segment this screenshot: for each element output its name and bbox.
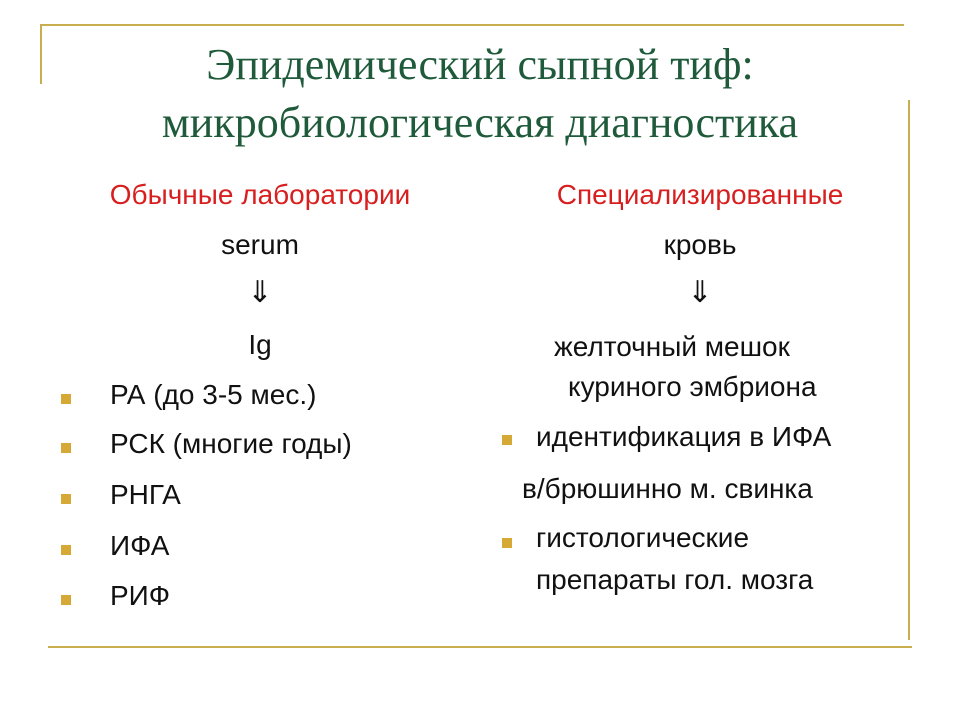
- culture-line-2: куриного эмбриона: [568, 371, 817, 402]
- bullet-icon: [61, 595, 71, 605]
- bullet-icon: [61, 494, 71, 504]
- left-item: РИФ: [110, 580, 171, 611]
- left-item: ИФА: [110, 530, 170, 561]
- bullet-icon: [61, 443, 71, 453]
- left-result: Ig: [248, 329, 272, 360]
- left-item: РНГА: [110, 479, 181, 510]
- bullet-icon: [502, 435, 512, 445]
- right-item-histology-line-1: гистологические: [536, 522, 750, 553]
- culture-line-1: желточный мешок: [554, 331, 790, 362]
- title-line-1: Эпидемический сыпной тиф:: [206, 40, 754, 89]
- left-item: РА (до 3-5 мес.): [110, 379, 317, 410]
- bullet-icon: [61, 545, 71, 555]
- top-rule: [40, 24, 904, 26]
- title-line-2: микробиологическая диагностика: [161, 98, 799, 147]
- left-heading: Обычные лаборатории: [109, 179, 411, 210]
- left-rule: [40, 24, 42, 84]
- left-sample: serum: [221, 229, 299, 260]
- bullet-icon: [502, 538, 512, 548]
- right-heading: Специализированные: [556, 179, 844, 210]
- bottom-rule: [48, 646, 912, 648]
- slide-title: [60, 36, 900, 152]
- right-down-arrow-icon: ⇓: [687, 276, 713, 309]
- left-item: РСК (многие годы): [110, 428, 352, 459]
- animal-inoculation: в/брюшинно м. свинка: [522, 473, 813, 504]
- bullet-icon: [61, 394, 71, 404]
- right-item-histology-line-2: препараты гол. мозга: [536, 564, 814, 595]
- right-item-identification: идентификация в ИФА: [536, 421, 832, 452]
- right-rule: [908, 100, 910, 640]
- right-sample: кровь: [663, 229, 737, 260]
- left-down-arrow-icon: ⇓: [247, 276, 273, 309]
